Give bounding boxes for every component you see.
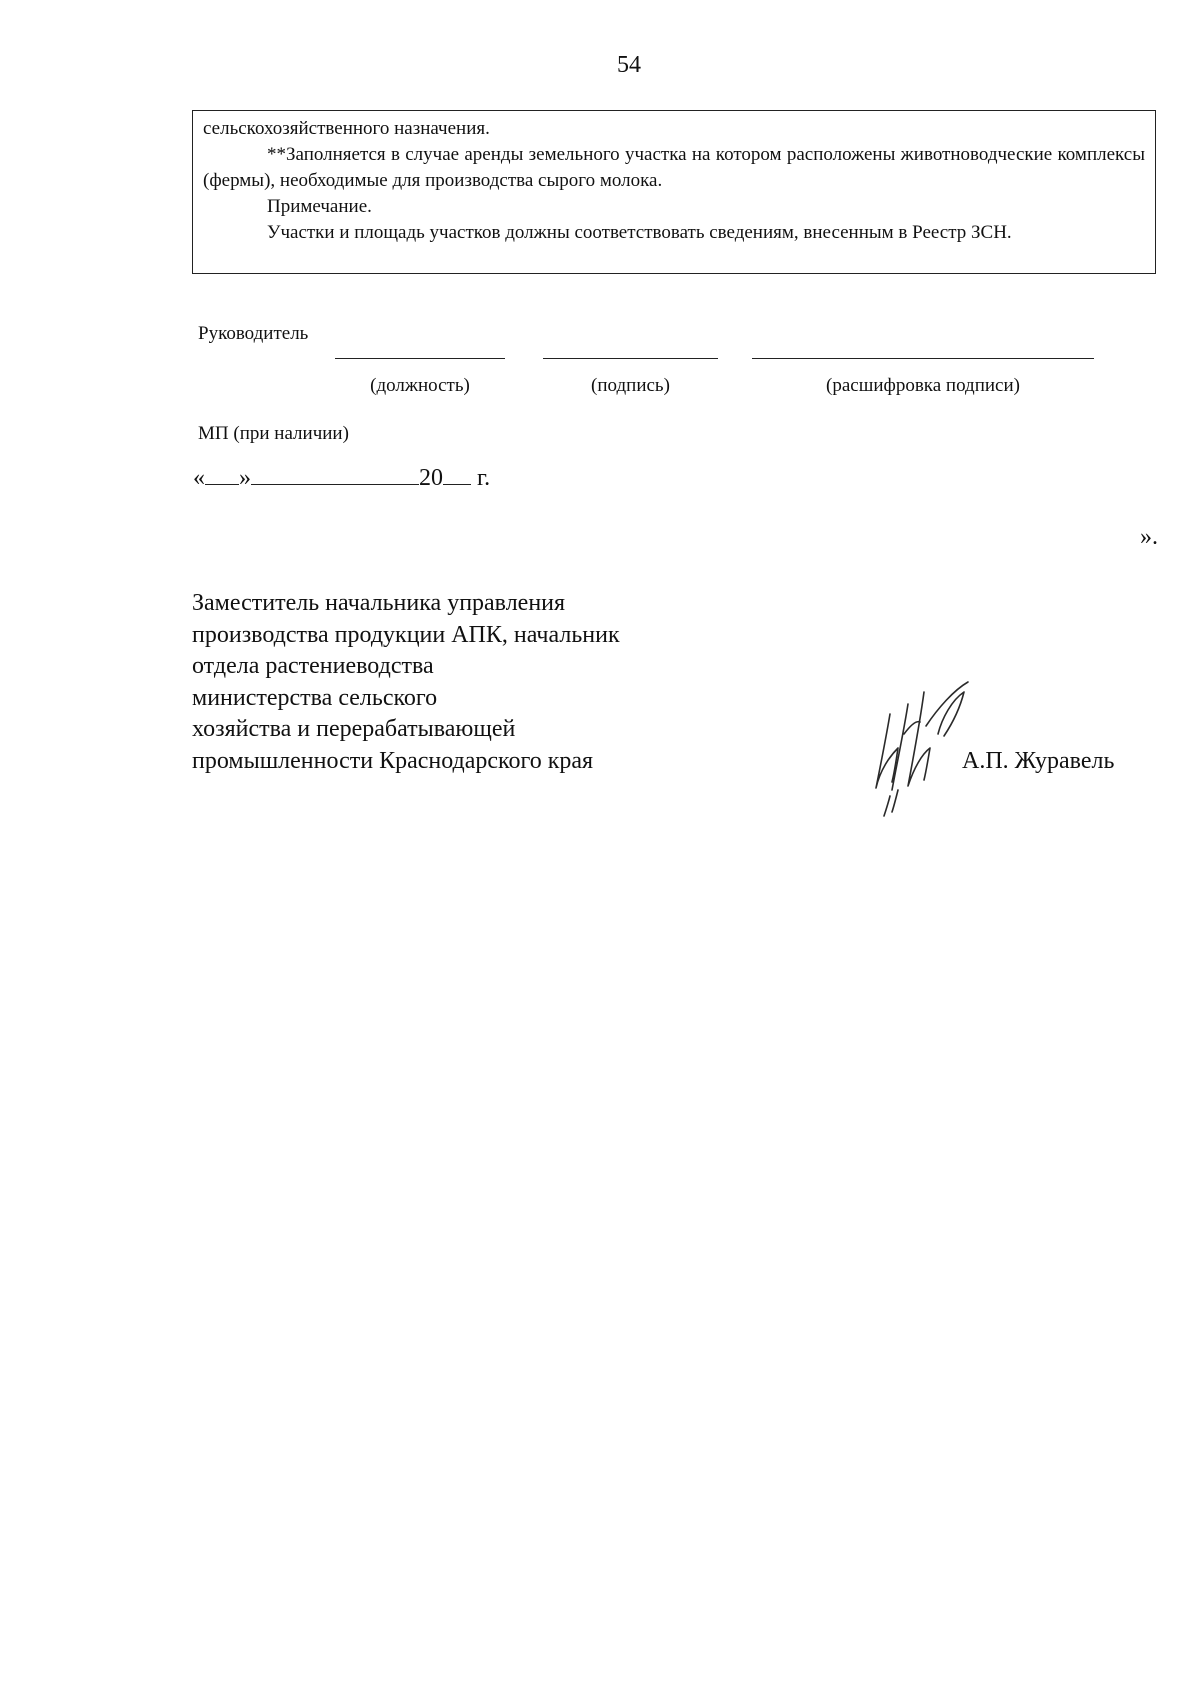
remark-title: Примечание. xyxy=(267,196,372,217)
date-open-quote: « xyxy=(193,465,205,491)
decoding-line xyxy=(752,358,1094,359)
date-line xyxy=(193,462,490,492)
head-label: Руководитель xyxy=(198,323,309,344)
closing-quote: ». xyxy=(1140,524,1158,550)
signer-name: А.П. Журавель xyxy=(962,748,1115,774)
stamp-label: МП (при наличии) xyxy=(198,423,349,444)
year-blank xyxy=(443,462,471,485)
signature-caption: (подпись) xyxy=(591,375,670,396)
decoding-caption: (расшифровка подписи) xyxy=(826,375,1020,396)
remark-text: Участки и площадь участков должны соответствовать сведениям, внесенным в Реестр ЗСН. xyxy=(267,222,1012,243)
footnote-text: **Заполняется в случае аренды земельного участка на котором расположены животноводческие комплексы (фермы), необходимые для производства сырого молока. xyxy=(203,144,1145,191)
official-title-line: производства продукции АПК, начальник xyxy=(192,621,620,648)
official-title-line: промышленности Краснодарского края xyxy=(192,747,594,774)
official-title-line: министерства сельского xyxy=(192,684,438,711)
official-title-line: Заместитель начальника управления xyxy=(192,590,566,616)
signature-line xyxy=(543,358,718,359)
notes-box xyxy=(192,110,1156,274)
official-title-line: хозяйства и перерабатывающей xyxy=(192,716,516,742)
day-blank xyxy=(205,462,239,485)
official-title xyxy=(192,588,620,777)
notes-line-1: сельскохозяйственного назначения. xyxy=(203,118,490,139)
date-close-quote: » xyxy=(239,465,251,491)
month-blank xyxy=(251,462,419,485)
official-title-line: отдела растениеводства xyxy=(192,653,434,679)
position-caption: (должность) xyxy=(370,375,470,396)
position-line xyxy=(335,358,505,359)
year-prefix: 20 xyxy=(419,465,443,491)
year-suffix: г. xyxy=(477,465,491,491)
page-number: 54 xyxy=(617,52,641,78)
